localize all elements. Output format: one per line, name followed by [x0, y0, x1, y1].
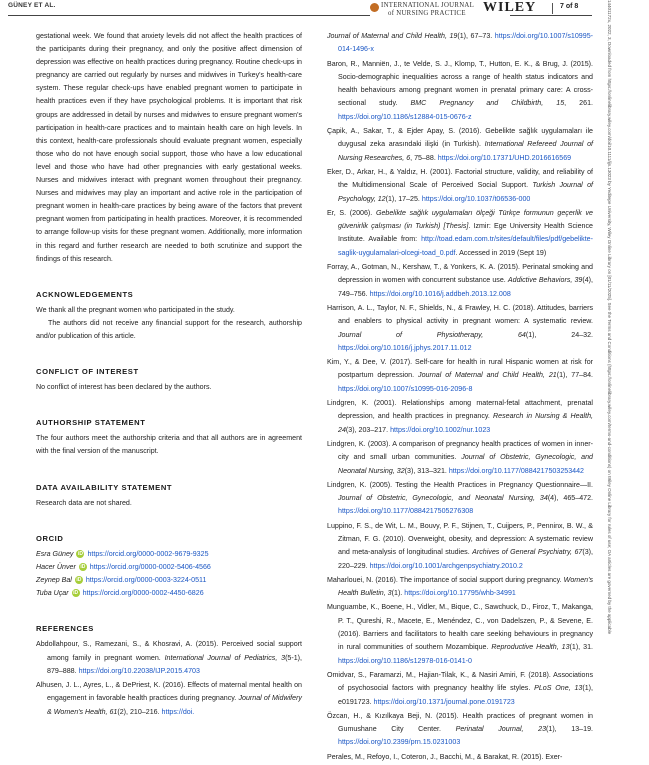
right-column [327, 30, 593, 765]
reference-entry [327, 574, 593, 601]
reference-doi-link[interactable]: https://doi.org/10.1016/j.jphys.2017.11.012 [338, 343, 472, 352]
reference-entry [327, 601, 593, 667]
download-notice [598, 0, 628, 759]
reference-authors-title: Forray, A., Gotman, N., Kershaw, T., & Yonkers, K. A. (2015). Perinatal smoking and depression in women with concurrent substance use. [327, 263, 593, 285]
orcid-link[interactable]: https://orcid.org/0000-0002-5406-4566 [89, 562, 211, 571]
discussion-paragraph: gestational week. We found that anxiety levels did not affect the health practices of the participants during their pregnancy, and only the positive affect dimension of depression was effective on health practices during pregnancy. Routine check-ups in pregnancy are carried out regularly by nurses and midwives in Turkey's health-care system. These regular check-ups have enabled pregnant women to participate in health practices even if they have psychological problems. It is important that risk groups are addressed in detail by nurses and midwives to ensure pregnant women's participation in health-care practices and to maintain health care on high levels. In this context, health-care professionals should evaluate pregnant women, especially those who do not have enough social support, those who have a low educational level and those who have had other pregnancies with early gestational weeks. Nurses and midwives interact with pregnant women throughout their pregnancy. Nurses and midwives may play an important and active role in the participation of pregnant women in health-care practices by being aware of the factors that prevent pregnant women from participating in health practices. Moreover, it is recommended to arrange follow-up visits for these pregnant women. Additionally, more information in this regard and further research are needed to both scrutinize and support the findings of this research. [36, 32, 302, 263]
reference-journal: Women's Health Bulletin, 3 [338, 575, 593, 598]
reference-doi-link[interactable]: https://doi.org/10.22038/IJP.2015.4703 [78, 666, 200, 675]
reference-journal: Gebelikte sağlık uygulamaları ölçeği Türkçe formunun geçerlik ve güvenirlik çalışması (in Turkish) [Thesis] [338, 208, 594, 231]
publisher-logo: WILEY [483, 0, 537, 15]
reference-entry [327, 397, 593, 437]
reference-pages: (3), 203–217. [345, 425, 391, 434]
reference-entry [327, 58, 593, 124]
reference-journal: Reproductive Health, 13 [491, 643, 570, 652]
journal-name-line1: INTERNATIONAL JOURNAL [381, 2, 475, 9]
conflict-heading: CONFLICT OF INTEREST [36, 367, 139, 377]
reference-doi-link[interactable]: https://doi.org/10.1007/s10995-016-2096-8 [338, 384, 473, 393]
reference-authors-title: Kim, Y., & Dee, V. (2017). Self-care for health in rural Hispanic women at risk for postpartum depression. [327, 358, 593, 380]
reference-journal: Archives of General Psychiatry, 67 [472, 548, 583, 557]
reference-pages: (5-1), 879–888. [47, 653, 303, 675]
reference-pages: . Izmir: Ege University Health Science Institute. Available from: [338, 222, 593, 244]
authorship-heading: AUTHORSHIP STATEMENT [36, 418, 146, 428]
reference-note: . Accessed in 2019 (Sept 19) [455, 248, 547, 257]
reference-entry [327, 261, 593, 301]
reference-authors-title: Maharlouei, N. (2016). The importance of social support during pregnancy. [327, 575, 564, 584]
reference-journal: Turkish Journal of Psychology, 12 [338, 181, 593, 203]
orcid-link[interactable]: https://orcid.org/0000-0002-4450-6826 [82, 589, 204, 598]
reference-doi-link[interactable]: https://doi.org/10.1037/t06536-000 [421, 194, 531, 203]
orcid-entry [36, 574, 302, 587]
reference-pages: (1), 31. [569, 643, 593, 652]
reference-journal: International Refereed Journal of Nursing Researches, 6 [338, 140, 593, 162]
reference-doi-link[interactable]: https://doi.org/10.1371/journal.pone.0191723 [373, 697, 515, 706]
reference-entry [327, 710, 593, 750]
reference-authors-title: Omidvar, S., Faramarzi, M., Hajian-Tilak, K., & Nasiri Amiri, F. (2018). Associations of psychosocial factors with pregnancy healthy life styles. [327, 670, 593, 693]
reference-pages: (1), 77–84. [556, 371, 593, 380]
data-availability-text: Research data are not shared. [36, 498, 132, 507]
reference-journal: Journal of Midwifery & Women's Health, 61 [47, 694, 302, 716]
header-rule [8, 15, 370, 16]
reference-entry [327, 438, 593, 478]
orcid-heading: ORCID [36, 533, 64, 543]
running-head-author: GÜNEY ET AL. [8, 2, 56, 9]
reference-journal: PLoS One, 13 [534, 684, 583, 693]
reference-doi-link[interactable]: https://doi.org/10.2399/prn.15.0231003 [338, 738, 461, 747]
reference-entry [36, 638, 302, 678]
reference-authors-title: Munguambe, K., Boene, H., Vidler, M., Bique, C., Sawchuck, D., Firoz, T., Makanga, P. T., Qureshi, R., Macete, E., Menéndez, C., von Dadelszen, P., & Sevene, E. (2016). Barriers and facilitators to health care seeking behaviours in pregnancy in rural communities of southern Mozambique. [327, 603, 593, 652]
reference-pages: (1), 67–73. [457, 32, 495, 40]
journal-name-line2: of NURSING PRACTICE [388, 10, 466, 17]
reference-authors-title: Perales, M., Refoyo, I., Coteron, J., Bacchi, M., & Barakat, R. (2015). Exer- [327, 752, 563, 761]
reference-journal: Journal of Maternal and Child Health, 21 [418, 371, 557, 380]
reference-pages: , 261. [564, 99, 593, 108]
reference-doi-link[interactable]: https://doi.org/10.1177/0884217505276308 [338, 507, 474, 516]
orcid-author-name: Hacer Ünver [36, 562, 76, 571]
reference-pages: (2), 210–216. [117, 707, 162, 716]
references-list-left [36, 638, 302, 719]
reference-entry [327, 669, 593, 709]
reference-authors-title: Abdollahpour, S., Ramezani, S., & Khosravi, A. (2015). Perceived social support among family in pregnant women. [36, 640, 302, 662]
reference-pages: (1), 17–25. [385, 194, 422, 203]
reference-doi-link[interactable]: https://doi.org/10.1002/nur.1023 [390, 425, 491, 434]
orcid-author-name: Zeynep Bal [36, 576, 72, 584]
orcid-icon: iD [77, 550, 83, 557]
reference-entry [327, 356, 593, 396]
reference-doi-link[interactable]: https://doi.org/10.1001/archgenpsychiatry.2010.2 [369, 561, 523, 570]
reference-authors-title: Lindgren, K. (2003). A comparison of pregnancy health practices of women in inner-city and small urban communities. [327, 439, 593, 462]
reference-journal: BMC Pregnancy and Childbirth, 15 [410, 99, 565, 108]
reference-entry [327, 479, 593, 519]
references-list-right [327, 30, 593, 764]
orcid-entry [36, 548, 302, 561]
journal-logo-icon [370, 3, 379, 12]
reference-authors-title: Er, S. (2006). [327, 208, 376, 217]
funding-text: The authors did not receive any financial support for the research, authorship and/or publication of this article. [36, 318, 302, 340]
header-separator [552, 3, 553, 14]
page-number: 7 of 8 [560, 3, 579, 10]
reference-authors-title: Alhusen, J. L., Ayres, L., & DePriest, K. (2016). Effects of maternal mental health on engagement in favorable health practices during pregnancy. [36, 681, 302, 703]
acknowledgements-text: We thank all the pregnant women who participated in the study. [36, 305, 235, 314]
orcid-link[interactable]: https://orcid.org/0000-0003-3224-0511 [85, 576, 207, 584]
reference-pages: (1), 24–32. [525, 330, 593, 339]
reference-entry [327, 30, 593, 57]
reference-journal: Perinatal Journal, 23 [455, 725, 547, 734]
reference-entry [327, 207, 593, 260]
reference-doi-link[interactable]: https://doi.org/10.1016/j.addbeh.2013.12.008 [369, 289, 511, 298]
conflict-text: No conflict of interest has been declared by the authors. [36, 383, 212, 392]
reference-journal: Research in Nursing & Health, 24 [338, 412, 594, 434]
page-header [0, 0, 649, 22]
reference-doi-link[interactable]: https://doi.org/10.1186/s12978-016-0141-0 [338, 656, 472, 665]
reference-pages: , 75–88. [410, 153, 438, 162]
reference-authors-title: Lindgren, K. (2005). Testing the Health Practices in Pregnancy Questionnaire—II. [327, 480, 593, 489]
orcid-list [36, 548, 302, 600]
reference-authors-title: Çapik, A., Sakar, T., & Ejder Apay, S. (2016). Gebelikte sağlık uygulamaları ile duygusal zeka arasındaki ilişki (in Turkish). [327, 127, 593, 149]
reference-authors-title: Harrison, A. L., Taylor, N. F., Shields, N., & Frawley, H. C. (2018). Attitudes, barriers and enablers to physical activity in pregnant women: A systematic review. [327, 303, 593, 326]
reference-journal: Journal of Obstetric, Gynecologic, and Neonatal Nursing, 32 [338, 453, 593, 475]
reference-journal: Journal of Physiotherapy, 64 [338, 330, 526, 339]
reference-authors-title: Luppino, F. S., de Wit, L. M., Bouvy, P. F., Stijnen, T., Cuijpers, P., Penninx, B. W., & Zitman, F. G. (2010). Overweight, obesity, and depression: A systematic review and meta-analysis of longitudinal studies. [327, 521, 593, 557]
reference-pages: (1), e0191723. [338, 684, 593, 706]
orcid-icon: iD [80, 564, 86, 571]
reference-authors-title: Eker, D., Arkar, H., & Yaldız, H. (2001). Factorial structure, validity, and reliability of the Multidimensional Scale of Perceived Social Support. [327, 167, 593, 190]
reference-doi-link[interactable]: https://doi. [161, 707, 195, 716]
reference-pages: (1), 13–19. [546, 725, 593, 734]
reference-journal: Journal of Obstetric, Gynecologic, and Neonatal Nursing, 34 [338, 494, 548, 503]
reference-authors-title: Özcan, H., & Kızılkaya Beji, N. (2015). Health practices of pregnant women in Gumushane City Center. [327, 711, 593, 734]
authorship-text: The four authors meet the authorship criteria and that all authors are in agreement with the final version of the manuscript. [36, 434, 302, 456]
orcid-entry [36, 561, 302, 574]
reference-doi-link[interactable]: https://doi.org/10.1186/s12884-015-0676-z [338, 112, 472, 121]
reference-pages: (3), 220–229. [338, 548, 593, 570]
references-heading: REFERENCES [36, 624, 94, 634]
reference-entry [327, 302, 593, 355]
orcid-link[interactable]: https://orcid.org/0000-0002-9679-9325 [87, 549, 209, 558]
reference-pages: (4), 749–756. [338, 276, 594, 298]
reference-doi-link[interactable]: https://doi.org/10.17371/UHD.2016616569 [437, 153, 572, 162]
reference-doi-link[interactable]: http://toad.edam.com.tr/sites/default/files/pdf/gebelikte-saglik-uygulamalari-olcegi-toad_0.pdf [338, 235, 593, 257]
orcid-icon: iD [73, 590, 79, 597]
orcid-icon: iD [76, 577, 82, 584]
acknowledgements-heading: ACKNOWLEDGEMENTS [36, 289, 134, 299]
reference-pages: (4), 465–472. [547, 494, 594, 503]
reference-entry [327, 520, 593, 573]
left-column [36, 30, 302, 720]
reference-authors-title: Lindgren, K. (2001). Relationships among maternal-fetal attachment, prenatal depression, and health practices in pregnancy. [327, 399, 593, 421]
reference-doi-link[interactable]: https://doi.org/10.1007/s10995-014-1496-x [338, 32, 593, 54]
reference-journal: Journal of Maternal and Child Health, 19 [327, 32, 458, 40]
reference-entry [327, 125, 593, 165]
reference-pages: (1). [391, 589, 405, 598]
data-availability-heading: DATA AVAILABILITY STATEMENT [36, 482, 173, 492]
reference-doi-link[interactable]: https://doi.org/10.17795/whb-34991 [404, 589, 516, 598]
reference-doi-link[interactable]: https://doi.org/10.1177/0884217503253442 [448, 466, 584, 475]
reference-pages: (3), 313–321. [404, 466, 449, 475]
download-notice-text: 14401172x, 2022, 3, Downloaded from https://onlinelibrary.wiley.com/doi/10.1111/ijn.13023 by Yeditepe University, Wiley Online Library on [01/11/2025]. See the Terms and Conditions (https://onlinelibrary.wiley.com/terms-and-conditions) on Wiley Online Library for rules of use; OA articles are governed by the applicable [607, 0, 612, 635]
orcid-entry [36, 587, 302, 600]
reference-entry [36, 679, 302, 719]
reference-entry [327, 166, 593, 206]
reference-journal: International Journal of Pediatrics, 3 [164, 653, 286, 662]
reference-journal: Addictive Behaviors, 39 [507, 276, 583, 285]
reference-authors-title: Baron, R., Manniën, J., te Velde, S. J., Klomp, T., Hutton, E. K., & Brug, J. (2015). Socio-demographic inequalities across a range of health status indicators and health behaviours among pregnant women in prenatal primary care: A cross-sectional study. [327, 59, 593, 108]
reference-entry [327, 751, 593, 764]
orcid-author-name: Esra Güney [36, 549, 74, 558]
orcid-author-name: Tuba Uçar [36, 589, 69, 598]
